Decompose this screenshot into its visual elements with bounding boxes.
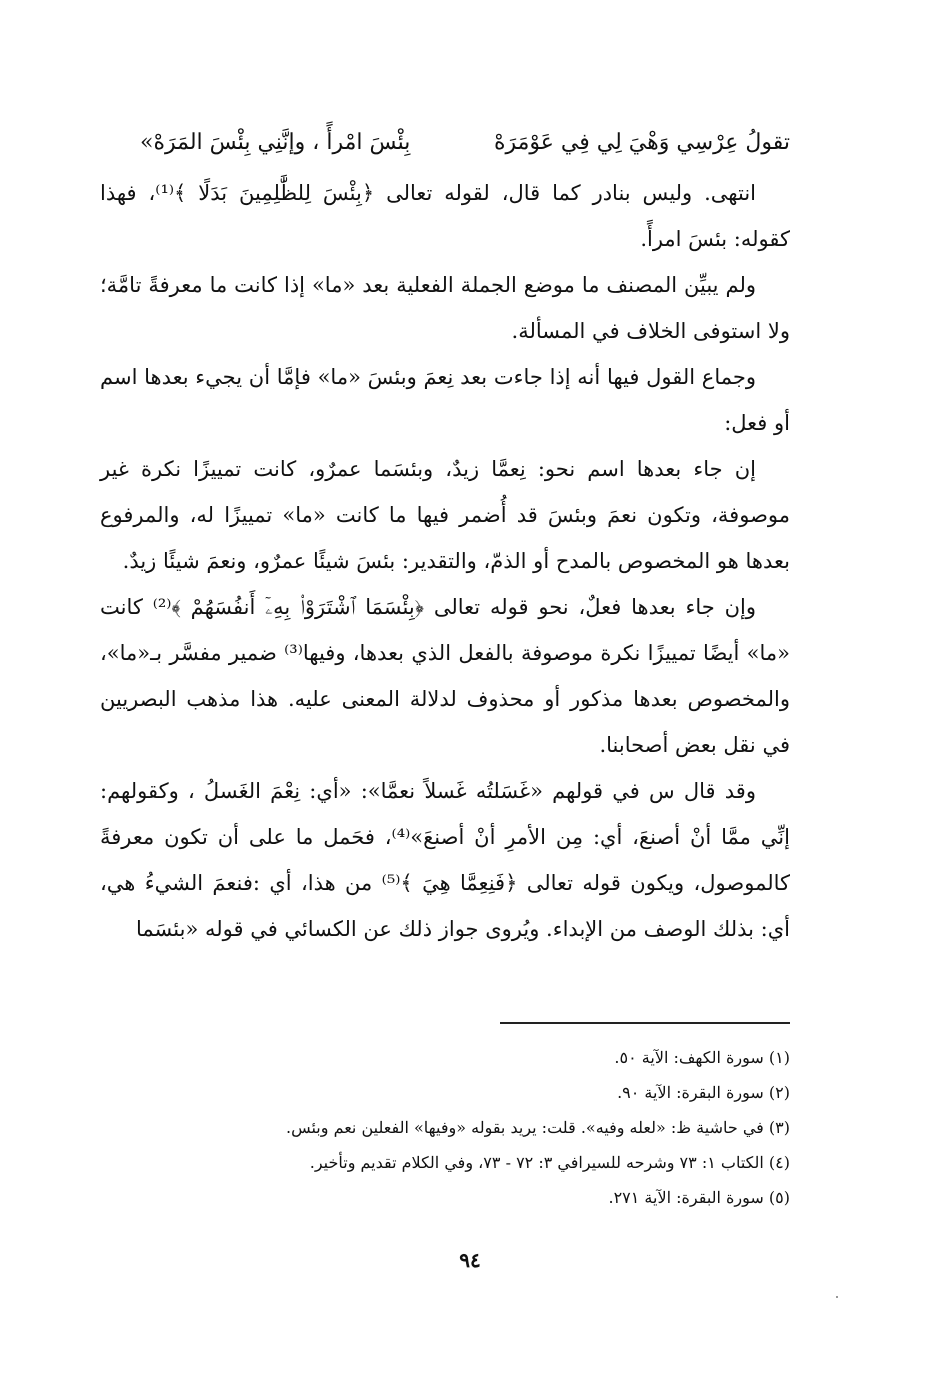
footnote-1: (١) سورة الكهف: الآية ٥٠. (614, 1048, 790, 1067)
footnote-3: (٣) في حاشية ظ: «لعله وفيه». قلت: يريد بقوله «وفيها» الفعلين نعم وبئس. (285, 1118, 790, 1137)
paragraph-5: وإن جاء بعدها فعلٌ، نحو قوله تعالى ﴿بِئْسَمَا ٱشْتَرَوْا۟ بِهِۦٓ أَنفُسَهُمْ ﴾⁽²⁾ كانت «ما» أيضًا تمييزًا نكرة موصوفة بالفعل الذي بعدها، وفيها⁽³⁾ ضمير مفسَّر بـ«ما»، والمخصوص بعدها مذكور أو محذوف لدلالة المعنى عليه. هذا مذهب البصريين في نقل بعض أصحابنا. (100, 595, 791, 757)
footnote-4: (٤) الكتاب ١: ٧٣ وشرحه للسيرافي ٣: ٧٢ - ٧٣، وفي الكلام تقديم وتأخير. (309, 1153, 790, 1172)
paragraph-3: وجماع القول فيها أنه إذا جاءت بعد نِعمَ وبئسَ «ما» فإمَّا أن يجيء بعدها اسم أو فعل: (100, 365, 790, 435)
paragraph-6: وقد قال س في قولهم «غَسَلتُه غَسلاً نعمَّا»: «أي: نِعْمَ الغَسلُ ، وكقولهم: إنِّي ممَّا أنْ أصنعَ، أي: مِن الأمرِ أنْ أصنعَ»⁽⁴⁾، فحَمل ما على أن تكون معرفةً كالموصول، ويكون قوله تعالى ﴿فَنِعِمَّا هِيَ ﴾⁽⁵⁾ من هذا، أي :فنعمَ الشيءُ هي، أي: بذلك الوصف من الإبداء. ويُروى جواز ذلك عن الكسائي في قوله «بئسَما (100, 779, 790, 941)
scan-speck (836, 1296, 838, 1298)
paragraph-4: إن جاء بعدها اسم نحو: نِعمَّا زيدٌ، وبئسَما عمرٌو، كانت تمييزًا نكرة غير موصوفة، وتكون نعمَ وبئسَ قد أُضمر فيها ما كانت «ما» تمييزًا له، والمرفوع بعدها هو المخصوص بالمدح أو الذمّ، والتقدير: بئسَ شيئًا عمرٌو، ونعمَ شيئًا زيدٌ. (100, 457, 790, 573)
footnote-5: (٥) سورة البقرة: الآية ٢٧١. (608, 1188, 790, 1207)
footnotes (100, 1040, 790, 1215)
footnote-separator (500, 1022, 790, 1024)
paragraph-1: انتهى. وليس بنادر كما قال، لقوله تعالى ﴿بِئْسَ لِلظَّٰلِمِينَ بَدَلًا ﴾⁽¹⁾، فهذا كقوله: بئسَ امرأً. (100, 181, 790, 251)
verse-hemistich-2: بِئْسَ امْرأً ، وإنَّنِي بِئْسَ المَرَهْ» (140, 130, 411, 155)
paragraph-2: ولم يبيِّن المصنف ما موضع الجملة الفعلية بعد «ما» إذا كانت ما معرفةً تامَّة؛ ولا استوفى الخلاف في المسألة. (100, 273, 790, 343)
verse-hemistich-1: تقولُ عِرْسِي وَهْيَ لِي فِي عَوْمَرَهْ (493, 130, 790, 155)
main-text (100, 112, 790, 952)
poetry-verse (100, 112, 790, 170)
footnote-2: (٢) سورة البقرة: الآية ٩٠. (617, 1083, 790, 1102)
page-number: ٩٤ (459, 1248, 481, 1272)
